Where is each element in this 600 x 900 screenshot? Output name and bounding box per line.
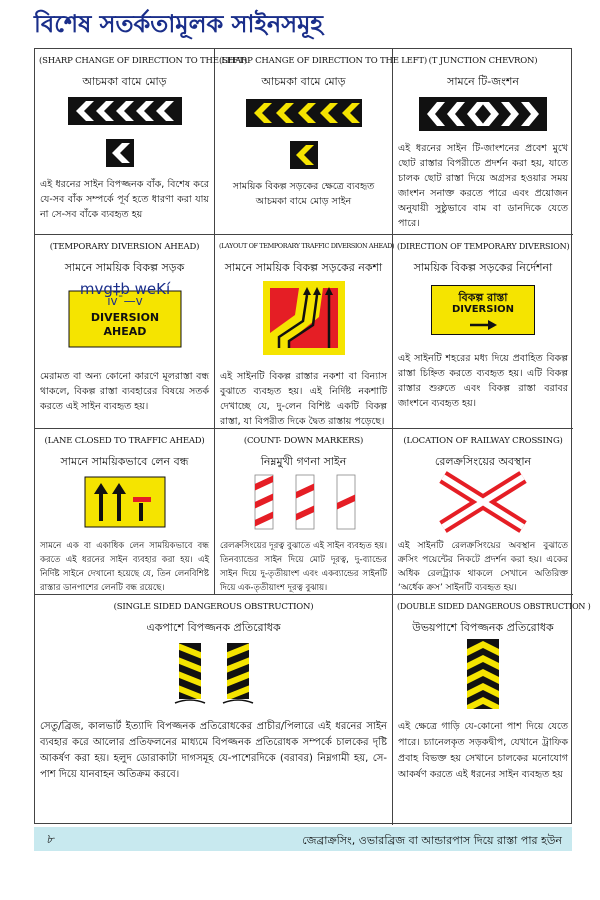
- cell-diversion-layout: [215, 235, 393, 429]
- sign-title-bn: আচমকা বামে মোড়: [261, 75, 346, 88]
- sign-title-en: (DIRECTION OF TEMPORARY DIVERSION): [397, 242, 570, 251]
- footer-slogan: জেব্রাক্রসিং, ওভারব্রিজ বা আন্ডারপাস দিয়ে রাস্তা পার হউন: [302, 834, 562, 847]
- sign-description: এই সাইনটি শহরের মধ্য দিয়ে প্রবাহিত বিকল্প রাস্তা চিহ্নিত করতে ব্যবহৃত হয়। এটি বিকল্প রাস্তার শুরুতে এবং বিকল্প রাস্তা বরাবর জাংশনে ব্যবহৃত হয়।: [398, 353, 568, 409]
- sign-title-en: (SHARP CHANGE OF DIRECTION TO THE LEFT): [39, 56, 247, 66]
- cell-railway-crossing: [393, 429, 573, 595]
- sign-title-bn: সামনে সাময়িক বিকল্প সড়ক: [64, 261, 185, 274]
- t-junction-chevron-sign: [419, 97, 547, 131]
- sign-title-bn: সামনে সাময়িকভাবে লেন বন্ধ: [60, 455, 189, 468]
- sign-title-en: (COUNT- DOWN MARKERS): [243, 436, 364, 446]
- cell-countdown-markers: [215, 429, 393, 595]
- sign-description: সামনে এক বা একাধিক লেন সাময়িকভাবে বন্ধ করতে এই ধরনের সাইন ব্যবহার করা হয়। এই নির্দিষ্ট সাইনে দেখানো হয়েছে যে, তিন লেনবিশিষ্ট রাস্তার ডানপাশের লেনটি বন্ধ রয়েছে।: [40, 541, 209, 593]
- double-sided-obstruction-sign: [467, 639, 499, 709]
- direction-sign-text-en: DIVERSION: [451, 304, 515, 315]
- sign-title-en: (LANE CLOSED TO TRAFFIC AHEAD): [44, 436, 205, 446]
- single-sided-obstruction-sign: [175, 643, 253, 707]
- sign-title-bn: সাময়িক বিকল্প সড়কের নির্দেশনা: [413, 261, 553, 274]
- diversion-ahead-sign: [61, 281, 189, 347]
- sign-description: এই সাইনটি রেলক্রসিংয়ের অবস্থান বুঝাতে ক্রসিং পয়েন্টের নিকটে প্রদর্শন করা হয়। একের অধিক রেলট্র্যাক থাকলে সেখানে অতিরিক্ত ‘অর্ধেক ক্রস’ সাইনটি ব্যবহৃত হয়।: [398, 541, 568, 593]
- diversion-sign-text-bn: mvg‡b weKí: [79, 280, 171, 298]
- sign-description: সেতু/ব্রিজ, কালভার্ট ইত্যাদি বিপজ্জনক প্রতিরোধকের প্রাচীর/পিলারে এই ধরনের সাইন ব্যবহার করে আলোর প্রতিফলনের মাধ্যমে বিপজ্জনক প্রতিরোধক সম্পর্কে চালকের দৃষ্টি আকর্ষণ করা হয়। হলুদ ডোরাকাটা দাগসমূহ যে-পাশেরদিকে (বরাবর) নিম্নগামী হয়, সে-পাশ দিয়ে যানবাহন অতিক্রম করবে।: [40, 721, 387, 780]
- sign-title-bn: সামনে টি-জংশন: [447, 75, 519, 88]
- sign-description: এই ক্ষেত্রে গাড়ি যে-কোনো পাশ দিয়ে যেতে পারে। চ্যানেলকৃত সড়কদ্বীপ, যেখানে ট্রাফিক প্রবাহ বিভক্ত হয় সেখানে চালকের মনোযোগ আকর্ষণ করতে এই ধরনের সাইন ব্যবহৃত হয়: [398, 721, 568, 780]
- railway-crossing-sign: [437, 471, 529, 533]
- cell-diversion-direction: [393, 235, 573, 429]
- cell-lane-closed: [35, 429, 215, 595]
- countdown-markers-sign: [255, 475, 355, 529]
- sign-description: এই সাইনটি বিকল্প রাস্তার নকশা বা বিন্যাস বুঝাতে ব্যবহৃত হয়। এই নির্দিষ্ট নকশাটি দেখাচ্ছে যে, দু-লেন বিশিষ্ট একটি বিকল্প রাস্তা, যা বিপরীত দিকে দ্বৈত রাস্তায় পড়েছে।: [220, 371, 387, 427]
- lane-closed-sign: [85, 477, 165, 527]
- cell-t-junction: [393, 49, 573, 235]
- sign-title-bn: আচমকা বামে মোড়: [82, 75, 167, 88]
- sign-grid: [34, 48, 591, 824]
- sign-description: সাময়িক বিকল্প সড়কের ক্ষেত্রে ব্যবহৃত আচমকা বামে মোড় সাইন: [232, 181, 375, 207]
- cell-temporary-diversion: [35, 235, 215, 429]
- sign-description: এই ধরনের সাইন টি-জাংশনের প্রবেশ মুখে ছোট রাস্তার বিপরীতে প্রদর্শন করা হয়, যাতে চালক ছোট রাস্তা দিয়ে অগ্রসর হওয়ার সময় জাংশন সনাক্ত করতে পারে এবং প্রয়োজন অনুযায়ী সুষ্ঠুভাবে বাম বা ডানদিকে যেতে পারে।: [398, 143, 568, 229]
- page-number: ৮: [46, 832, 54, 846]
- sign-title-en: (TEMPORARY DIVERSION AHEAD): [49, 242, 200, 252]
- sign-title-en: (LOCATION OF RAILWAY CROSSING): [403, 436, 563, 446]
- cell-single-sided-obstruction: [35, 595, 393, 825]
- sign-title-bn: একপাশে বিপজ্জনক প্রতিরোধক: [146, 621, 281, 634]
- sign-title-bn: সামনে সাময়িক বিকল্প সড়কের নকশা: [224, 261, 383, 274]
- sign-title-en: (SINGLE SIDED DANGEROUS OBSTRUCTION): [113, 602, 314, 612]
- diversion-layout-sign: [263, 281, 345, 355]
- sign-description: এই ধরনের সাইন বিপজ্জনক বাঁক, বিশেষ করে যে-সব বাঁক সম্পর্কে পূর্ব হতে ধারণা করা যায় না সে-সব বাঁকে ব্যবহৃত হয়: [40, 179, 209, 220]
- right-arrow-icon: [470, 319, 498, 331]
- diversion-sign-text-en-2: AHEAD: [103, 325, 147, 338]
- sign-title-bn: নিম্নমুখী গণনা সাইন: [260, 455, 347, 468]
- sign-title-bn: রেলক্রসিংয়ের অবস্থান: [434, 455, 532, 468]
- diversion-sign-text-bn-2: iv¯—v: [107, 294, 143, 308]
- sign-title-en: (DOUBLE SIDED DANGEROUS OBSTRUCTION ): [397, 602, 591, 611]
- sign-title-en: (T JUNCTION CHEVRON): [428, 56, 538, 66]
- sign-description: মেরামত বা অন্য কোনো কারণে মূলরাস্তা বন্ধ থাকলে, বিকল্প রাস্তা ব্যবহারের বিষয়ে সতর্ক করতে এই সাইন ব্যবহৃত হয়।: [40, 371, 209, 412]
- diversion-sign-text-en: DIVERSION: [90, 311, 160, 324]
- sign-title-en: (LAYOUT OF TEMPORARY TRAFFIC DIVERSION AHEAD): [219, 242, 395, 250]
- sign-title-en: (SHARP CHANGE OF DIRECTION TO THE LEFT): [219, 56, 427, 66]
- cell-double-sided-obstruction: [393, 595, 591, 825]
- page-footer: [34, 827, 572, 851]
- diversion-direction-sign: [431, 285, 535, 335]
- temporary-sharp-left-chevron-sign: [246, 99, 362, 169]
- sign-title-bn: উভয়পাশে বিপজ্জনক প্রতিরোধক: [412, 621, 554, 634]
- cell-sharp-left: [35, 49, 247, 235]
- sharp-left-chevron-sign: [68, 97, 182, 167]
- cell-sharp-left-temporary: [215, 49, 427, 235]
- page-title: বিশেষ সতর্কতামূলক সাইনসমূহ: [34, 10, 324, 38]
- direction-sign-text-bn: বিকল্প রাস্তা: [458, 291, 508, 304]
- sign-description: রেলক্রসিংয়ের দূরত্ব বুঝাতে এই সাইন ব্যবহৃত হয়। তিনব্যান্ডের সাইন দিয়ে মোট দূরত্ব, দু-ব্যান্ডের সাইন দিয়ে দু-তৃতীয়াংশ এবং একব্যান্ডের সাইনটি দিয়ে এক-তৃতীয়াংশ দূরত্ব বুঝায়।: [220, 541, 387, 593]
